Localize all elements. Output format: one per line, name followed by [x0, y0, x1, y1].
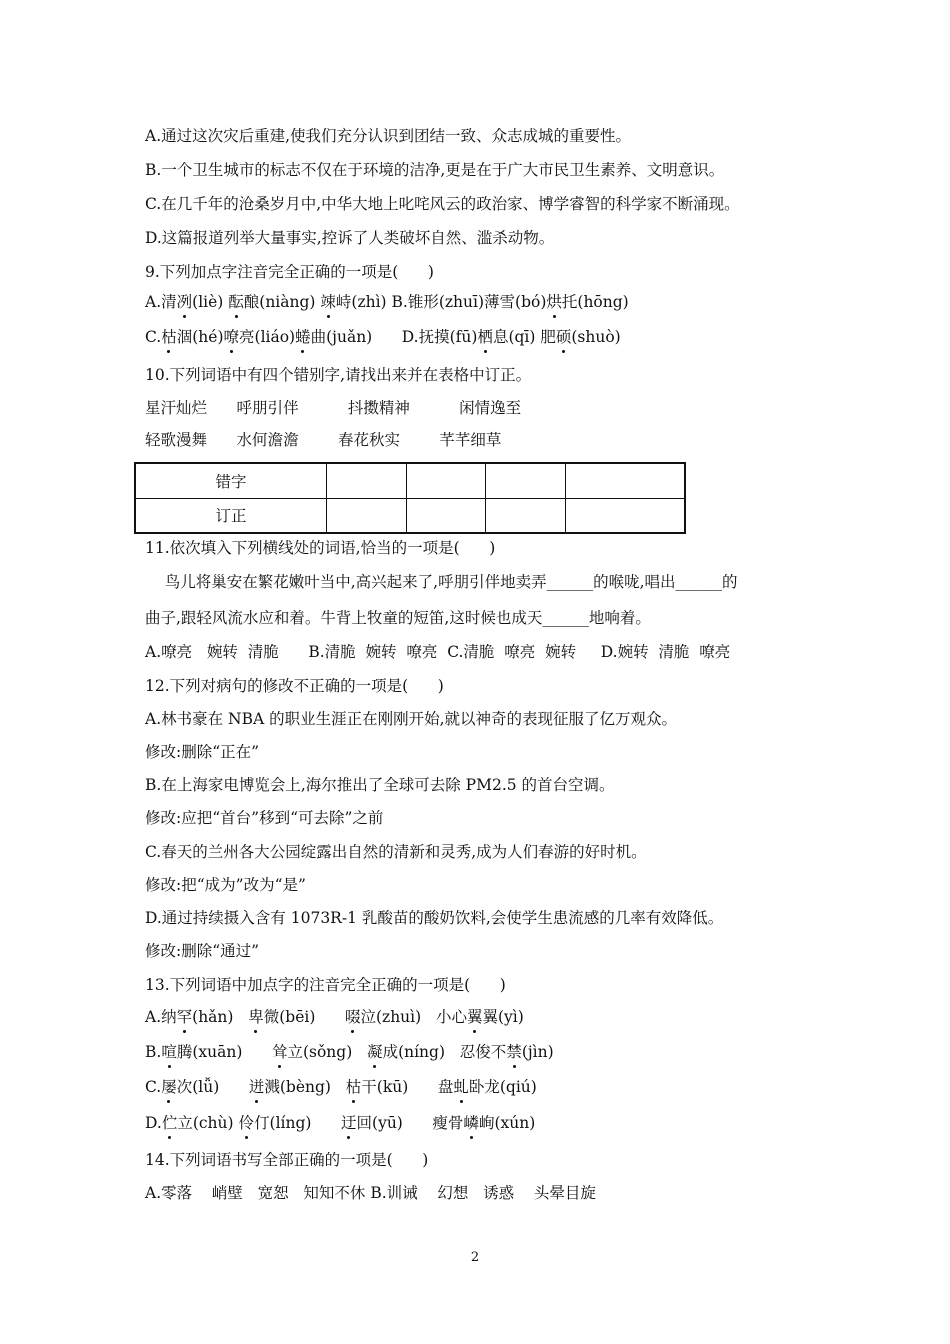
page-number: 2 — [470, 1250, 480, 1265]
question-12-a-fix: 修改:删除“正在” — [145, 743, 260, 761]
table-cell[interactable] — [327, 463, 407, 498]
table-row — [135, 463, 685, 498]
question-13-c: C.屡次(lǚ) 迸溅(bèng) 枯干(kū) 盘虬卧龙(qiú) — [145, 1078, 537, 1096]
question-12-d-fix: 修改:删除“通过” — [145, 942, 260, 960]
correction-table — [134, 462, 686, 534]
question-10-words-2: 轻歌漫舞 水何澹澹 春花秋实 芊芊细草 — [145, 431, 502, 449]
table-cell[interactable] — [406, 498, 486, 533]
table-header-fix: 订正 — [135, 498, 327, 533]
question-13-a: A.纳罕(hǎn) 卑微(bēi) 啜泣(zhuì) 小心翼翼(yì) — [145, 1008, 524, 1026]
question-11-passage-2: 曲子,跟轻风流水应和着。牛背上牧童的短笛,这时候也成天______地响着。 — [145, 609, 651, 627]
question-11-options: A.嘹亮 婉转 清脆 B.清脆 婉转 嘹亮 C.清脆 嘹亮 婉转 D.婉转 清脆 嘹亮 — [145, 643, 731, 661]
question-11-passage-1: 鸟儿将巢安在繁花嫩叶当中,高兴起来了,呼朋引伴地卖弄______的喉咙,唱出______的 — [145, 573, 738, 591]
table-cell[interactable] — [486, 463, 566, 498]
question-11: 11.依次填入下列横线处的词语,恰当的一项是( ) — [145, 539, 496, 557]
question-9: 9.下列加点字注音完全正确的一项是( ) — [145, 263, 434, 281]
question-13: 13.下列词语中加点字的注音完全正确的一项是( ) — [145, 976, 506, 994]
option-8a: A.通过这次灾后重建,使我们充分认识到团结一致、众志成城的重要性。 — [145, 127, 632, 145]
question-10: 10.下列词语中有四个错别字,请找出来并在表格中订正。 — [145, 366, 532, 384]
table-header-wrong: 错字 — [135, 463, 327, 498]
table-cell[interactable] — [486, 498, 566, 533]
question-13-b: B.喧腾(xuān) 耸立(sǒng) 凝成(níng) 忍俊不禁(jìn) — [145, 1043, 554, 1061]
question-14: 14.下列词语书写全部正确的一项是( ) — [145, 1151, 429, 1169]
question-12-b-fix: 修改:应把“首台”移到“可去除”之前 — [145, 809, 384, 827]
option-8c: C.在几千年的沧桑岁月中,中华大地上叱咤风云的政治家、博学睿智的科学家不断涌现。 — [145, 195, 740, 213]
option-8b: B.一个卫生城市的标志不仅在于环境的洁净,更是在于广大市民卫生素养、文明意识。 — [145, 161, 725, 179]
question-9-options-ab: A.清冽(liè) 酝酿(niàng) 竦峙(zhì) B.锥形(zhuī)薄雪(bó)烘托(hōng) — [145, 293, 629, 311]
question-12-b: B.在上海家电博览会上,海尔推出了全球可去除 PM2.5 的首台空调。 — [145, 776, 615, 794]
question-9-options-cd: C.枯涸(hé)嘹亮(liáo)蜷曲(juǎn) D.抚摸(fū)栖息(qī) 肥硕(shuò) — [145, 328, 621, 346]
table-row — [135, 498, 685, 533]
question-12: 12.下列对病句的修改不正确的一项是( ) — [145, 677, 444, 695]
table-cell[interactable] — [565, 498, 685, 533]
question-12-a: A.林书豪在 NBA 的职业生涯正在刚刚开始,就以神奇的表现征服了亿万观众。 — [145, 710, 678, 728]
table-cell[interactable] — [406, 463, 486, 498]
question-12-c: C.春天的兰州各大公园绽露出自然的清新和灵秀,成为人们春游的好时机。 — [145, 843, 647, 861]
option-8d: D.这篇报道列举大量事实,控诉了人类破坏自然、滥杀动物。 — [145, 229, 555, 247]
question-12-d: D.通过持续摄入含有 1073R-1 乳酸苗的酸奶饮料,会使学生患流感的几率有效降低。 — [145, 909, 724, 927]
table-cell[interactable] — [565, 463, 685, 498]
table-cell[interactable] — [327, 498, 407, 533]
question-13-d: D.伫立(chù) 伶仃(líng) 迂回(yū) 瘦骨嶙峋(xún) — [145, 1114, 536, 1132]
question-12-c-fix: 修改:把“成为”改为“是” — [145, 876, 306, 894]
question-10-words-1: 星汗灿烂 呼朋引伴 抖擞精神 闲情逸至 — [145, 399, 522, 417]
question-14-options: A.零落 峭壁 宽恕 知知不休 B.训诫 幻想 诱惑 头晕目旋 — [145, 1184, 596, 1202]
